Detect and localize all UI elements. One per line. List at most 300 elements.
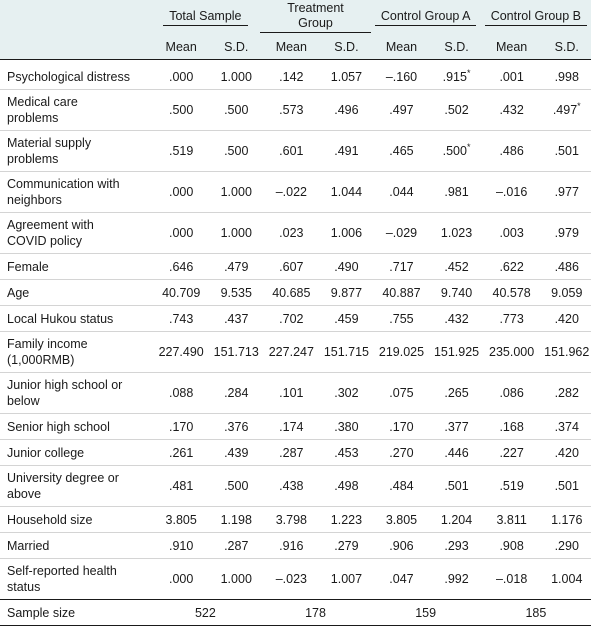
mean-cell [371,332,433,373]
cell-value: .000 [169,69,194,84]
sd-cell [543,414,591,440]
table-row [0,90,591,131]
cell-value: .601 [279,144,304,158]
mean-cell [260,90,322,131]
mean-cell [150,172,212,213]
cell-value: –.022 [275,185,307,199]
cell-value: –.016 [495,185,528,199]
sample-size-row [0,600,591,626]
mean-cell [481,90,543,131]
sd-cell [212,131,260,172]
table-row [0,213,591,254]
mean-cell [150,507,212,533]
cell-value: .743 [169,311,194,326]
sd-cell [543,533,591,559]
sd-cell [212,373,260,414]
mean-cell [481,332,543,373]
sd-cell [212,466,260,507]
mean-cell [371,90,433,131]
sample-size-total: 522 [150,600,260,626]
sd-cell [322,533,370,559]
cell-value: –.018 [495,572,528,586]
group-header-control-a: Control Group A [371,0,481,34]
cell-value: 40.709 [162,285,201,300]
sd-cell [322,507,370,533]
mean-cell [371,559,433,600]
mean-cell [150,533,212,559]
cell-value: .284 [224,386,249,400]
sd-cell [432,507,480,533]
mean-cell [371,466,433,507]
group-header-row [0,0,591,34]
sd-cell [432,213,480,254]
table-row [0,533,591,559]
cell-value: .502 [444,103,469,117]
cell-value: 1.006 [330,226,363,240]
mean-header: Mean [481,34,543,60]
sd-cell [322,373,370,414]
table-row [0,559,591,600]
sd-cell [432,332,480,373]
mean-cell [371,507,433,533]
cell-value: .376 [224,419,249,434]
sd-cell [212,280,260,306]
cell-value: .519 [169,144,194,158]
sd-header: S.D. [322,34,370,60]
cell-value: .977 [554,185,579,199]
sd-cell [432,373,480,414]
mean-cell [260,172,322,213]
table-row [0,373,591,414]
cell-value: .484 [389,479,414,493]
mean-cell [481,533,543,559]
cell-value: .380 [334,419,359,434]
cell-value: 9.059 [551,285,583,300]
cell-value: 1.004 [551,572,583,586]
cell-value: .481 [169,479,194,493]
cell-value: .479 [224,259,249,274]
sd-cell [212,213,260,254]
sd-header: S.D. [543,34,591,60]
sd-cell [543,306,591,332]
cell-value: 40.578 [492,285,531,300]
sd-cell [432,280,480,306]
sd-cell [432,90,480,131]
table-row [0,507,591,533]
sd-cell [543,254,591,280]
group-header-total: Total Sample [150,0,260,34]
mean-cell [150,414,212,440]
sd-cell [322,131,370,172]
sd-cell [322,414,370,440]
mean-cell [481,440,543,466]
cell-value: .979 [554,226,579,240]
sd-cell [212,559,260,600]
cell-value: 1.000 [220,226,252,240]
mean-cell [371,280,433,306]
cell-value: 1.007 [330,572,363,586]
row-label-text: Agreement with COVID policy [7,218,94,248]
sd-header: S.D. [432,34,480,60]
mean-cell [481,414,543,440]
row-label-text: Junior college [7,445,85,460]
sample-size-label: Sample size [0,600,150,626]
mean-cell [371,306,433,332]
cell-value: .646 [169,259,194,274]
sd-cell [432,414,480,440]
cell-value: .501 [554,144,579,158]
cell-value: .101 [279,386,304,400]
mean-cell [260,280,322,306]
sd-cell [322,90,370,131]
mean-cell [481,131,543,172]
cell-value: .459 [334,311,359,326]
sd-cell [543,559,591,600]
cell-value: .270 [389,445,414,460]
sd-cell [322,254,370,280]
cell-value: 151.715 [323,345,369,359]
sd-cell [432,172,480,213]
row-label [0,306,150,332]
cell-value: –.023 [275,572,307,586]
table-row [0,466,591,507]
sd-cell [432,466,480,507]
cell-value: 1.176 [551,512,583,527]
row-label-text: Junior high school or below [7,378,123,408]
row-label [0,332,150,373]
cell-value: .377 [444,419,469,434]
cell-value: .302 [334,386,359,400]
cell-value: .438 [279,479,304,493]
cell-value: 1.044 [330,185,363,199]
cell-value: .420 [554,311,579,326]
cell-value: 1.057 [330,69,363,84]
cell-value: .261 [169,445,194,460]
mean-cell [150,373,212,414]
cell-value: 1.223 [330,512,363,527]
row-label-text: University degree or above [7,471,119,501]
sd-cell [322,280,370,306]
mean-cell [481,60,543,90]
cell-value: 151.713 [213,345,259,359]
mean-cell [371,533,433,559]
cell-value: 1.000 [220,185,252,199]
mean-cell [150,254,212,280]
cell-value: .465 [389,144,414,158]
sd-cell [322,466,370,507]
mean-cell [371,172,433,213]
mean-cell [150,306,212,332]
cell-value: 219.025 [378,345,425,359]
cell-value: .432 [444,311,469,326]
mean-cell [481,280,543,306]
cell-value: .420 [554,445,579,460]
cell-value: .490 [334,259,359,274]
sd-cell [322,332,370,373]
cell-value: 40.887 [382,285,421,300]
significance-marker: * [577,100,581,111]
cell-value: 1.000 [220,572,252,586]
cell-value: .486 [554,259,579,274]
cell-value: .452 [444,259,469,274]
cell-value: 151.925 [433,345,480,359]
table-row [0,306,591,332]
cell-value: .000 [169,185,194,199]
table-row [0,332,591,373]
mean-cell [260,533,322,559]
cell-value: .497 [552,103,578,117]
cell-value: 40.685 [272,285,311,300]
mean-cell [150,131,212,172]
cell-value: .437 [224,311,249,326]
mean-cell [481,254,543,280]
mean-cell [260,440,322,466]
cell-value: .047 [389,572,414,586]
row-label [0,172,150,213]
cell-value: .142 [279,69,304,84]
cell-value: .168 [499,419,524,434]
cell-value: .622 [499,259,524,274]
row-label [0,466,150,507]
cell-value: .573 [279,103,304,117]
mean-cell [481,466,543,507]
sd-cell [322,559,370,600]
cell-value: .003 [499,226,524,240]
cell-value: .607 [279,259,304,274]
sd-cell [212,440,260,466]
sd-cell [212,60,260,90]
sd-cell [543,131,591,172]
group-header-treatment: Treatment Group [260,0,370,34]
sample-size-control-b: 185 [481,600,591,626]
sd-cell [322,306,370,332]
mean-cell [371,60,433,90]
cell-value: .001 [499,69,524,84]
cell-value: .044 [389,185,414,199]
sd-header: S.D. [212,34,260,60]
label-subheader-blank [0,34,150,60]
row-label [0,414,150,440]
cell-value: .501 [554,479,579,493]
cell-value: .170 [389,419,414,434]
table-row [0,254,591,280]
cell-value: 3.805 [385,512,418,527]
sd-cell [212,507,260,533]
row-label [0,90,150,131]
sd-cell [212,172,260,213]
cell-value: .282 [554,386,579,400]
mean-cell [481,559,543,600]
cell-value: .453 [334,445,359,460]
cell-value: .279 [334,538,359,553]
cell-value: .497 [389,103,414,117]
cell-value: .432 [499,103,524,117]
row-label-text: Local Hukou status [7,311,114,326]
row-label [0,213,150,254]
cell-value: 9.535 [220,285,252,300]
mean-cell [260,306,322,332]
row-label-text: Self-reported health status [7,564,117,594]
cell-value: .000 [169,572,194,586]
cell-value: 1.000 [220,69,252,84]
cell-value: 9.877 [330,285,363,300]
mean-cell [481,306,543,332]
cell-value: .170 [169,419,194,434]
sd-cell [543,507,591,533]
cell-value: .500 [224,144,249,158]
mean-header: Mean [150,34,212,60]
cell-value: .906 [389,538,414,553]
mean-cell [150,559,212,600]
cell-value: .227 [499,445,524,460]
row-label-text: Age [7,285,30,300]
sd-cell [543,213,591,254]
row-label-text: Married [7,538,50,553]
cell-value: .075 [389,386,414,400]
sd-cell [322,213,370,254]
sd-cell [432,533,480,559]
row-label-text: Senior high school [7,419,110,434]
mean-cell [260,213,322,254]
mean-cell [371,254,433,280]
cell-value: –.029 [385,226,418,240]
cell-value: 1.023 [440,226,473,240]
label-header-blank [0,0,150,34]
sd-cell [432,559,480,600]
row-label-text: Communication with neighbors [7,177,120,207]
sd-cell [322,440,370,466]
group-header-control-b: Control Group B [481,0,591,34]
cell-value: 235.000 [489,345,535,359]
sd-cell [543,332,591,373]
row-label [0,533,150,559]
row-label-text: Material supply problems [7,136,92,166]
row-label-text: Female [7,259,49,274]
cell-value: .702 [279,311,304,326]
cell-value: .023 [279,226,304,240]
sd-cell [322,172,370,213]
mean-cell [371,440,433,466]
subheader-row [0,34,591,60]
row-label-text: Household size [7,512,93,527]
cell-value: .500 [442,144,467,158]
mean-cell [150,60,212,90]
cell-value: .088 [169,386,194,400]
sd-cell [543,90,591,131]
cell-value: .981 [444,185,469,199]
significance-marker: * [466,141,471,152]
row-label [0,559,150,600]
mean-cell [150,213,212,254]
table-row [0,414,591,440]
row-label [0,280,150,306]
mean-cell [150,466,212,507]
cell-value: 3.798 [275,512,307,527]
mean-cell [150,90,212,131]
cell-value: .293 [444,538,469,553]
mean-cell [150,440,212,466]
cell-value: .915 [442,69,467,84]
cell-value: .439 [224,445,249,460]
sd-cell [432,254,480,280]
cell-value: 151.962 [544,345,590,359]
cell-value: .992 [444,572,469,586]
mean-header: Mean [260,34,322,60]
significance-marker: * [466,67,471,78]
cell-value: .000 [169,226,194,240]
cell-value: .500 [224,103,249,117]
mean-cell [260,131,322,172]
sd-cell [543,466,591,507]
cell-value: .287 [279,445,304,460]
sample-size-treatment: 178 [260,600,370,626]
table-row [0,440,591,466]
row-label [0,131,150,172]
sd-cell [432,440,480,466]
sd-cell [432,306,480,332]
mean-cell [260,507,322,533]
cell-value: .086 [499,386,524,400]
sd-cell [543,172,591,213]
sd-cell [432,131,480,172]
cell-value: 227.247 [268,345,314,359]
mean-cell [371,131,433,172]
cell-value: .916 [279,538,304,553]
cell-value: .717 [389,259,414,274]
cell-value: .374 [554,419,579,434]
row-label [0,440,150,466]
sd-cell [543,440,591,466]
cell-value: .287 [224,538,249,553]
sd-cell [432,60,480,90]
cell-value: .290 [554,538,579,553]
cell-value: 1.198 [220,512,252,527]
mean-cell [260,254,322,280]
mean-cell [260,414,322,440]
mean-cell [260,559,322,600]
row-label [0,507,150,533]
table-body [0,60,591,600]
sd-cell [322,60,370,90]
mean-cell [260,373,322,414]
sd-cell [543,60,591,90]
sd-cell [543,280,591,306]
sd-cell [212,306,260,332]
mean-cell [481,213,543,254]
cell-value: .446 [444,445,469,460]
sample-size-control-a: 159 [371,600,481,626]
mean-cell [150,280,212,306]
cell-value: .174 [279,419,304,434]
cell-value: 3.811 [496,512,527,527]
cell-value: .486 [499,144,524,158]
row-label-text: Medical care problems [7,95,78,125]
cell-value: .498 [334,479,359,493]
table-row [0,280,591,306]
mean-cell [260,466,322,507]
cell-value: .491 [334,144,359,158]
cell-value: .500 [224,479,249,493]
table-row [0,60,591,90]
cell-value: .500 [169,103,194,117]
cell-value: –.160 [385,69,418,84]
cell-value: .519 [499,479,524,493]
mean-cell [260,60,322,90]
mean-cell [481,507,543,533]
sd-cell [212,414,260,440]
mean-cell [481,373,543,414]
cell-value: .501 [444,479,469,493]
